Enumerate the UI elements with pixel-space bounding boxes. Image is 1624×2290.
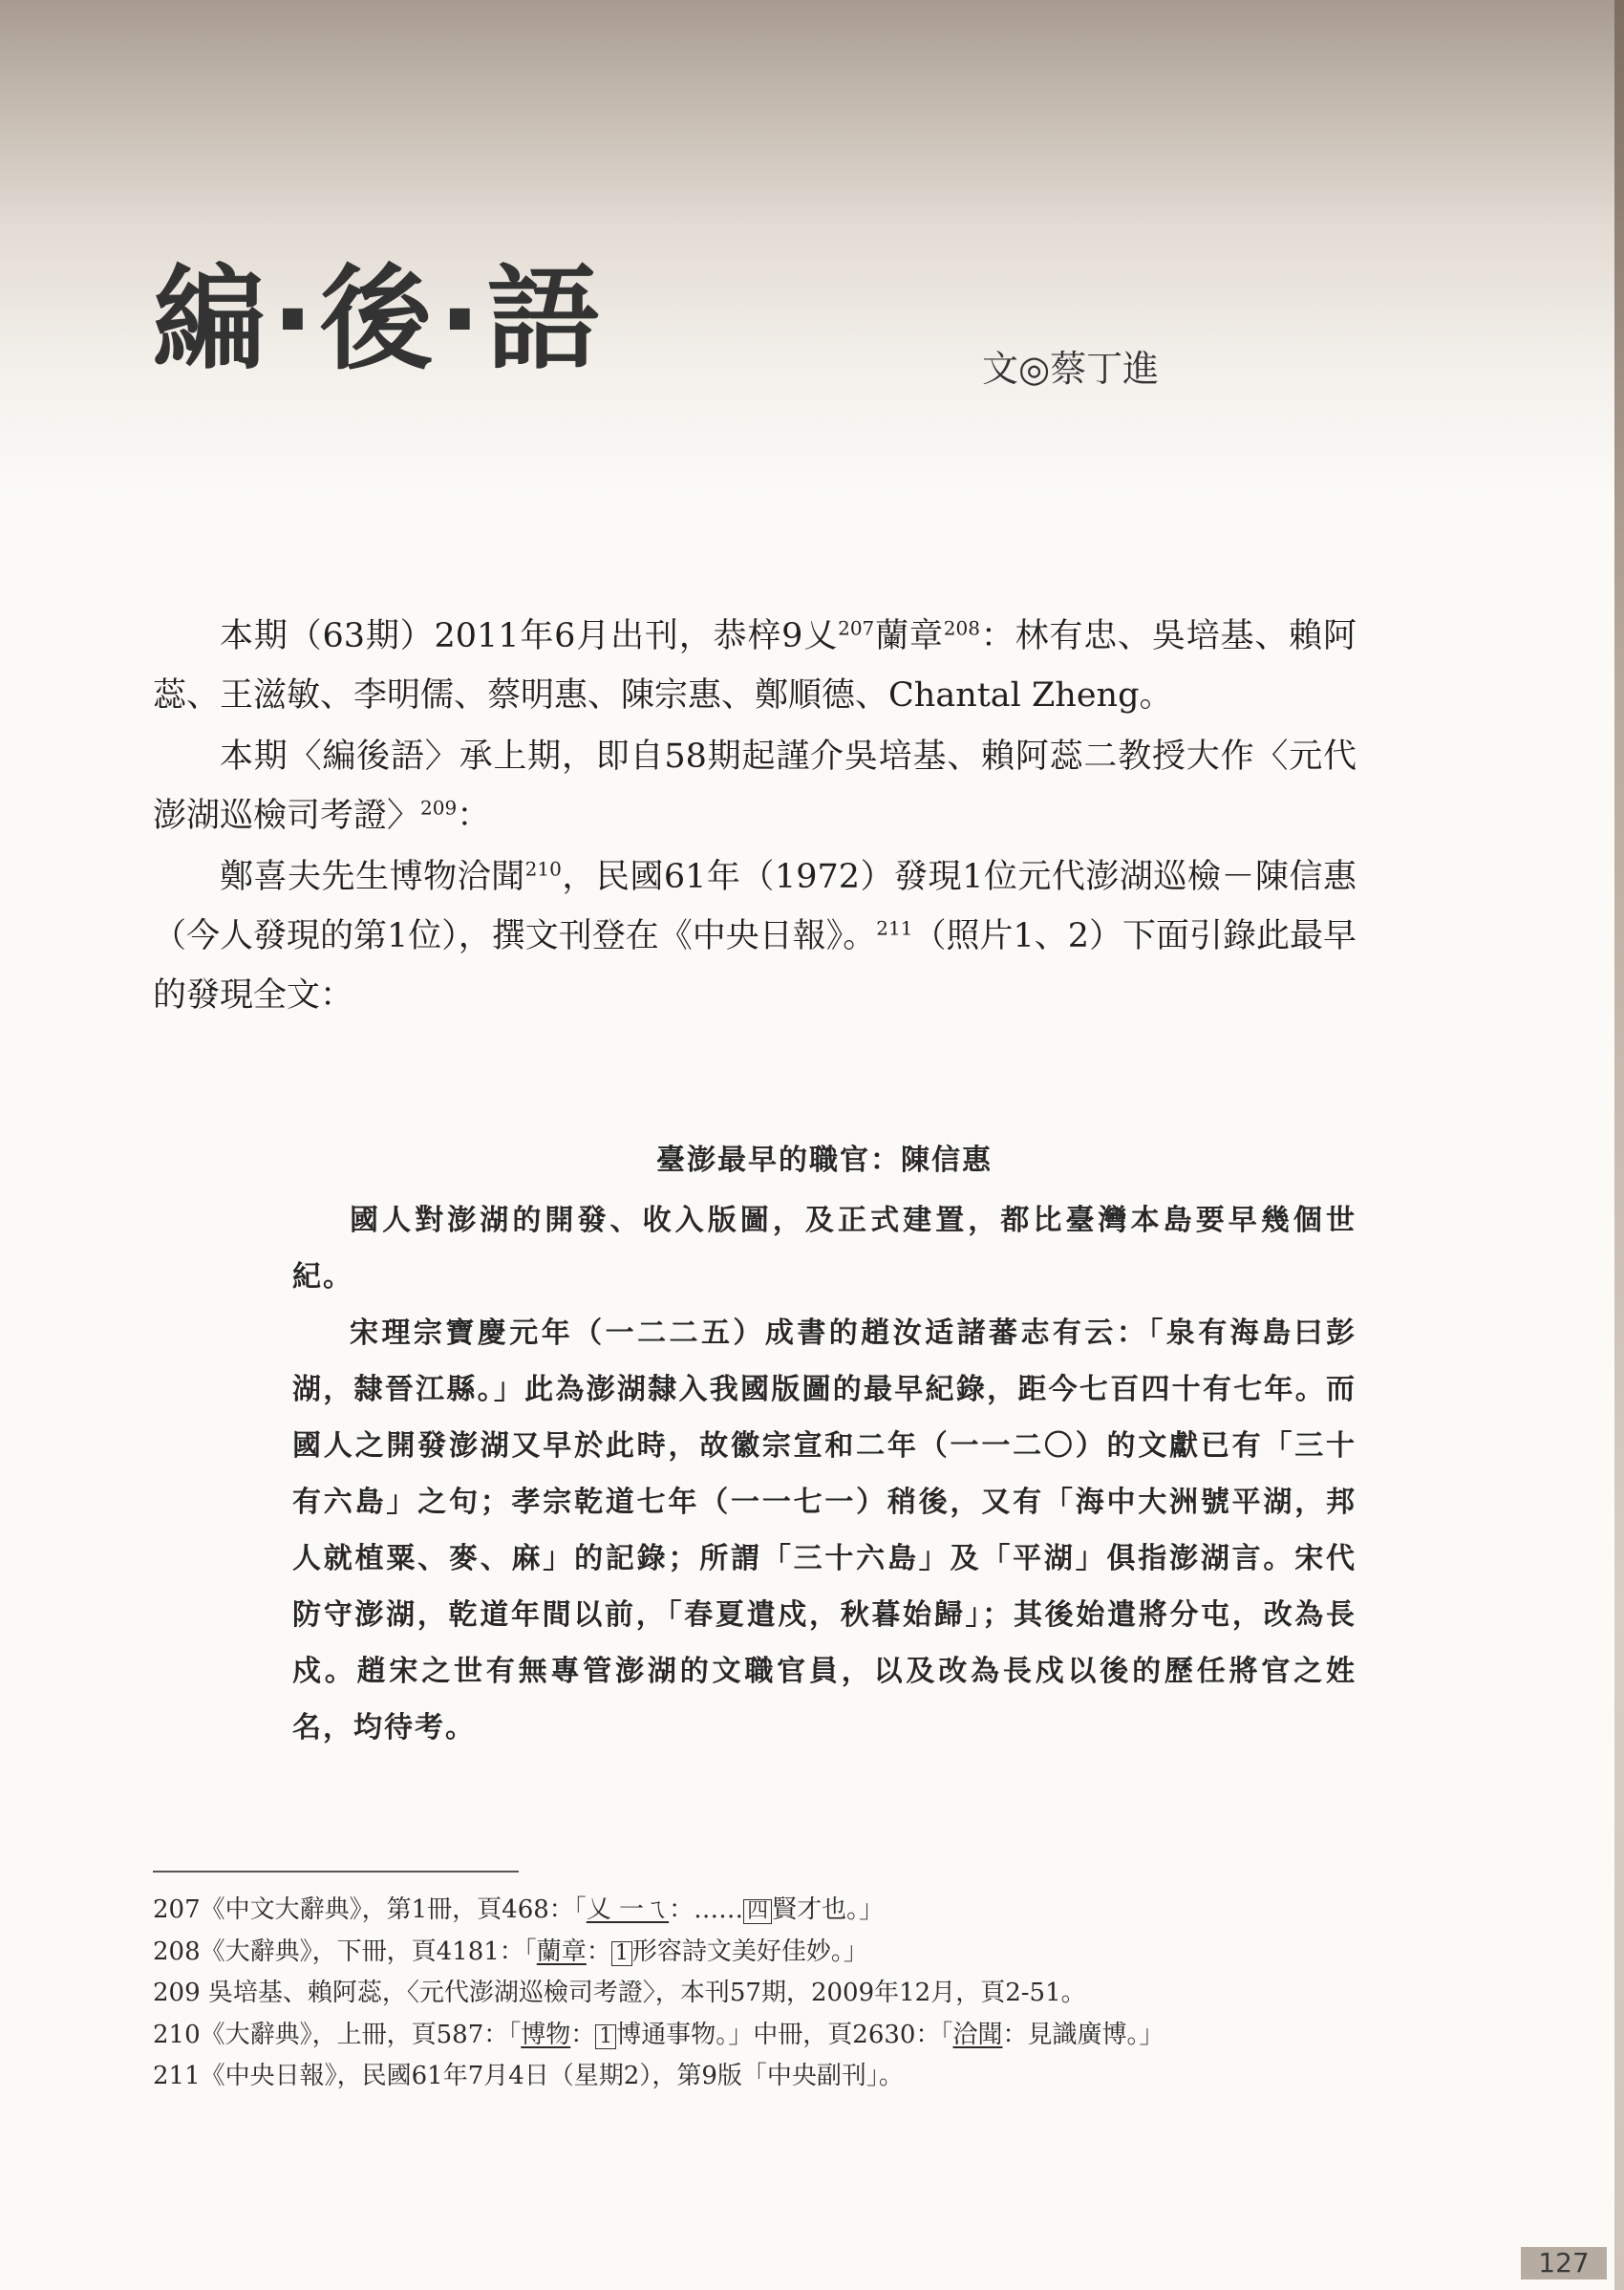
footnote-ref-207[interactable]: 207 bbox=[838, 616, 875, 640]
paragraph-3: 鄭喜夫先生博物洽聞$^{210}$，民國61年（1972）發現1位元代澎湖巡檢－陳信惠（今人發現的第1位），撰文刊登在《中央日報》。$^{211}$（照片1、2）下面引錄此最早的發現全文： bbox=[153, 857, 1357, 1015]
footnote-ref-211[interactable]: 211 bbox=[876, 916, 913, 940]
footnote-207: 207《中文大辭典》，第1冊，頁468：「乂 一ㄟ：…… 四 賢才也。」 bbox=[153, 1895, 885, 1924]
footnotes bbox=[153, 1890, 1357, 2098]
boxed-number: 1 bbox=[595, 2024, 616, 2049]
article-body bbox=[153, 607, 1357, 1027]
footnote-208: 208《大辭典》，下冊，頁4181：「蘭章： 1 形容詩文美好佳妙。」 bbox=[153, 1937, 868, 1966]
paragraph-1: 本期（63期）2011年6月出刊，恭梓9乂$^{207}$蘭章$^{208}$：林有忠、吳培基、賴阿蕊、王滋敏、李明儒、蔡明惠、陳宗惠、鄭順德、Chantal Zheng。 bbox=[153, 616, 1357, 715]
quoted-paragraph-2: 宋理宗寶慶元年（一二二五）成書的趙汝适諸蕃志有云：「泉有海島曰彭湖，隸晉江縣。」此為澎湖隸入我國版圖的最早紀錄，距今七百四十有七年。而國人之開發澎湖又早於此時，故徽宗宣和二年（一一二〇）的文獻已有「三十有六島」之句；孝宗乾道七年（一一七一）稍後，又有「海中大洲號平湖，邦人就植粟、麥、麻」的記錄；所謂「三十六島」及「平湖」俱指澎湖言。宋代防守澎湖，乾道年間以前，「春夏遣戍，秋暮始歸」；其後始遣將分屯，改為長戍。趙宋之世有無專管澎湖的文職官員，以及改為長戍以後的歷任將官之姓名，均待考。 bbox=[292, 1316, 1357, 1744]
footnote-ref-210[interactable]: 210 bbox=[524, 857, 562, 881]
footnote-divider bbox=[153, 1871, 519, 1873]
footnote-ref-209[interactable]: 209 bbox=[420, 796, 458, 820]
circled-number: 四 bbox=[743, 1899, 772, 1924]
footnote-209: 209 吳培基、賴阿蕊，〈元代澎湖巡檢司考證〉，本刊57期，2009年12月，頁2-51。 bbox=[153, 1979, 1086, 2007]
footnote-ref-208[interactable]: 208 bbox=[943, 616, 980, 640]
quoted-article-title: 臺澎最早的職官：陳信惠 bbox=[656, 1144, 993, 1177]
footnote-210: 210《大辭典》，上冊，頁587：「博物： 1 博通事物。」中冊，頁2630：「洽聞：見識廣博。」 bbox=[153, 2020, 1165, 2049]
quoted-article bbox=[292, 1132, 1357, 1756]
page-edge bbox=[1614, 0, 1624, 2290]
author-byline: 文◎蔡丁進 bbox=[982, 348, 1160, 390]
page-title: 編·後·語 bbox=[153, 253, 606, 385]
paragraph-2: 本期〈編後語〉承上期，即自58期起謹介吳培基、賴阿蕊二教授大作〈元代澎湖巡檢司考證〉$^{209}$： bbox=[153, 738, 1357, 835]
boxed-number: 1 bbox=[611, 1941, 632, 1966]
footnote-211: 211《中央日報》，民國61年7月4日（星期2），第9版「中央副刊」。 bbox=[153, 2062, 904, 2090]
page-number: 127 bbox=[1521, 2247, 1607, 2279]
quoted-paragraph-1: 國人對澎湖的開發、收入版圖，及正式建置，都比臺灣本島要早幾個世紀。 bbox=[292, 1204, 1357, 1294]
header-band bbox=[0, 0, 1624, 497]
